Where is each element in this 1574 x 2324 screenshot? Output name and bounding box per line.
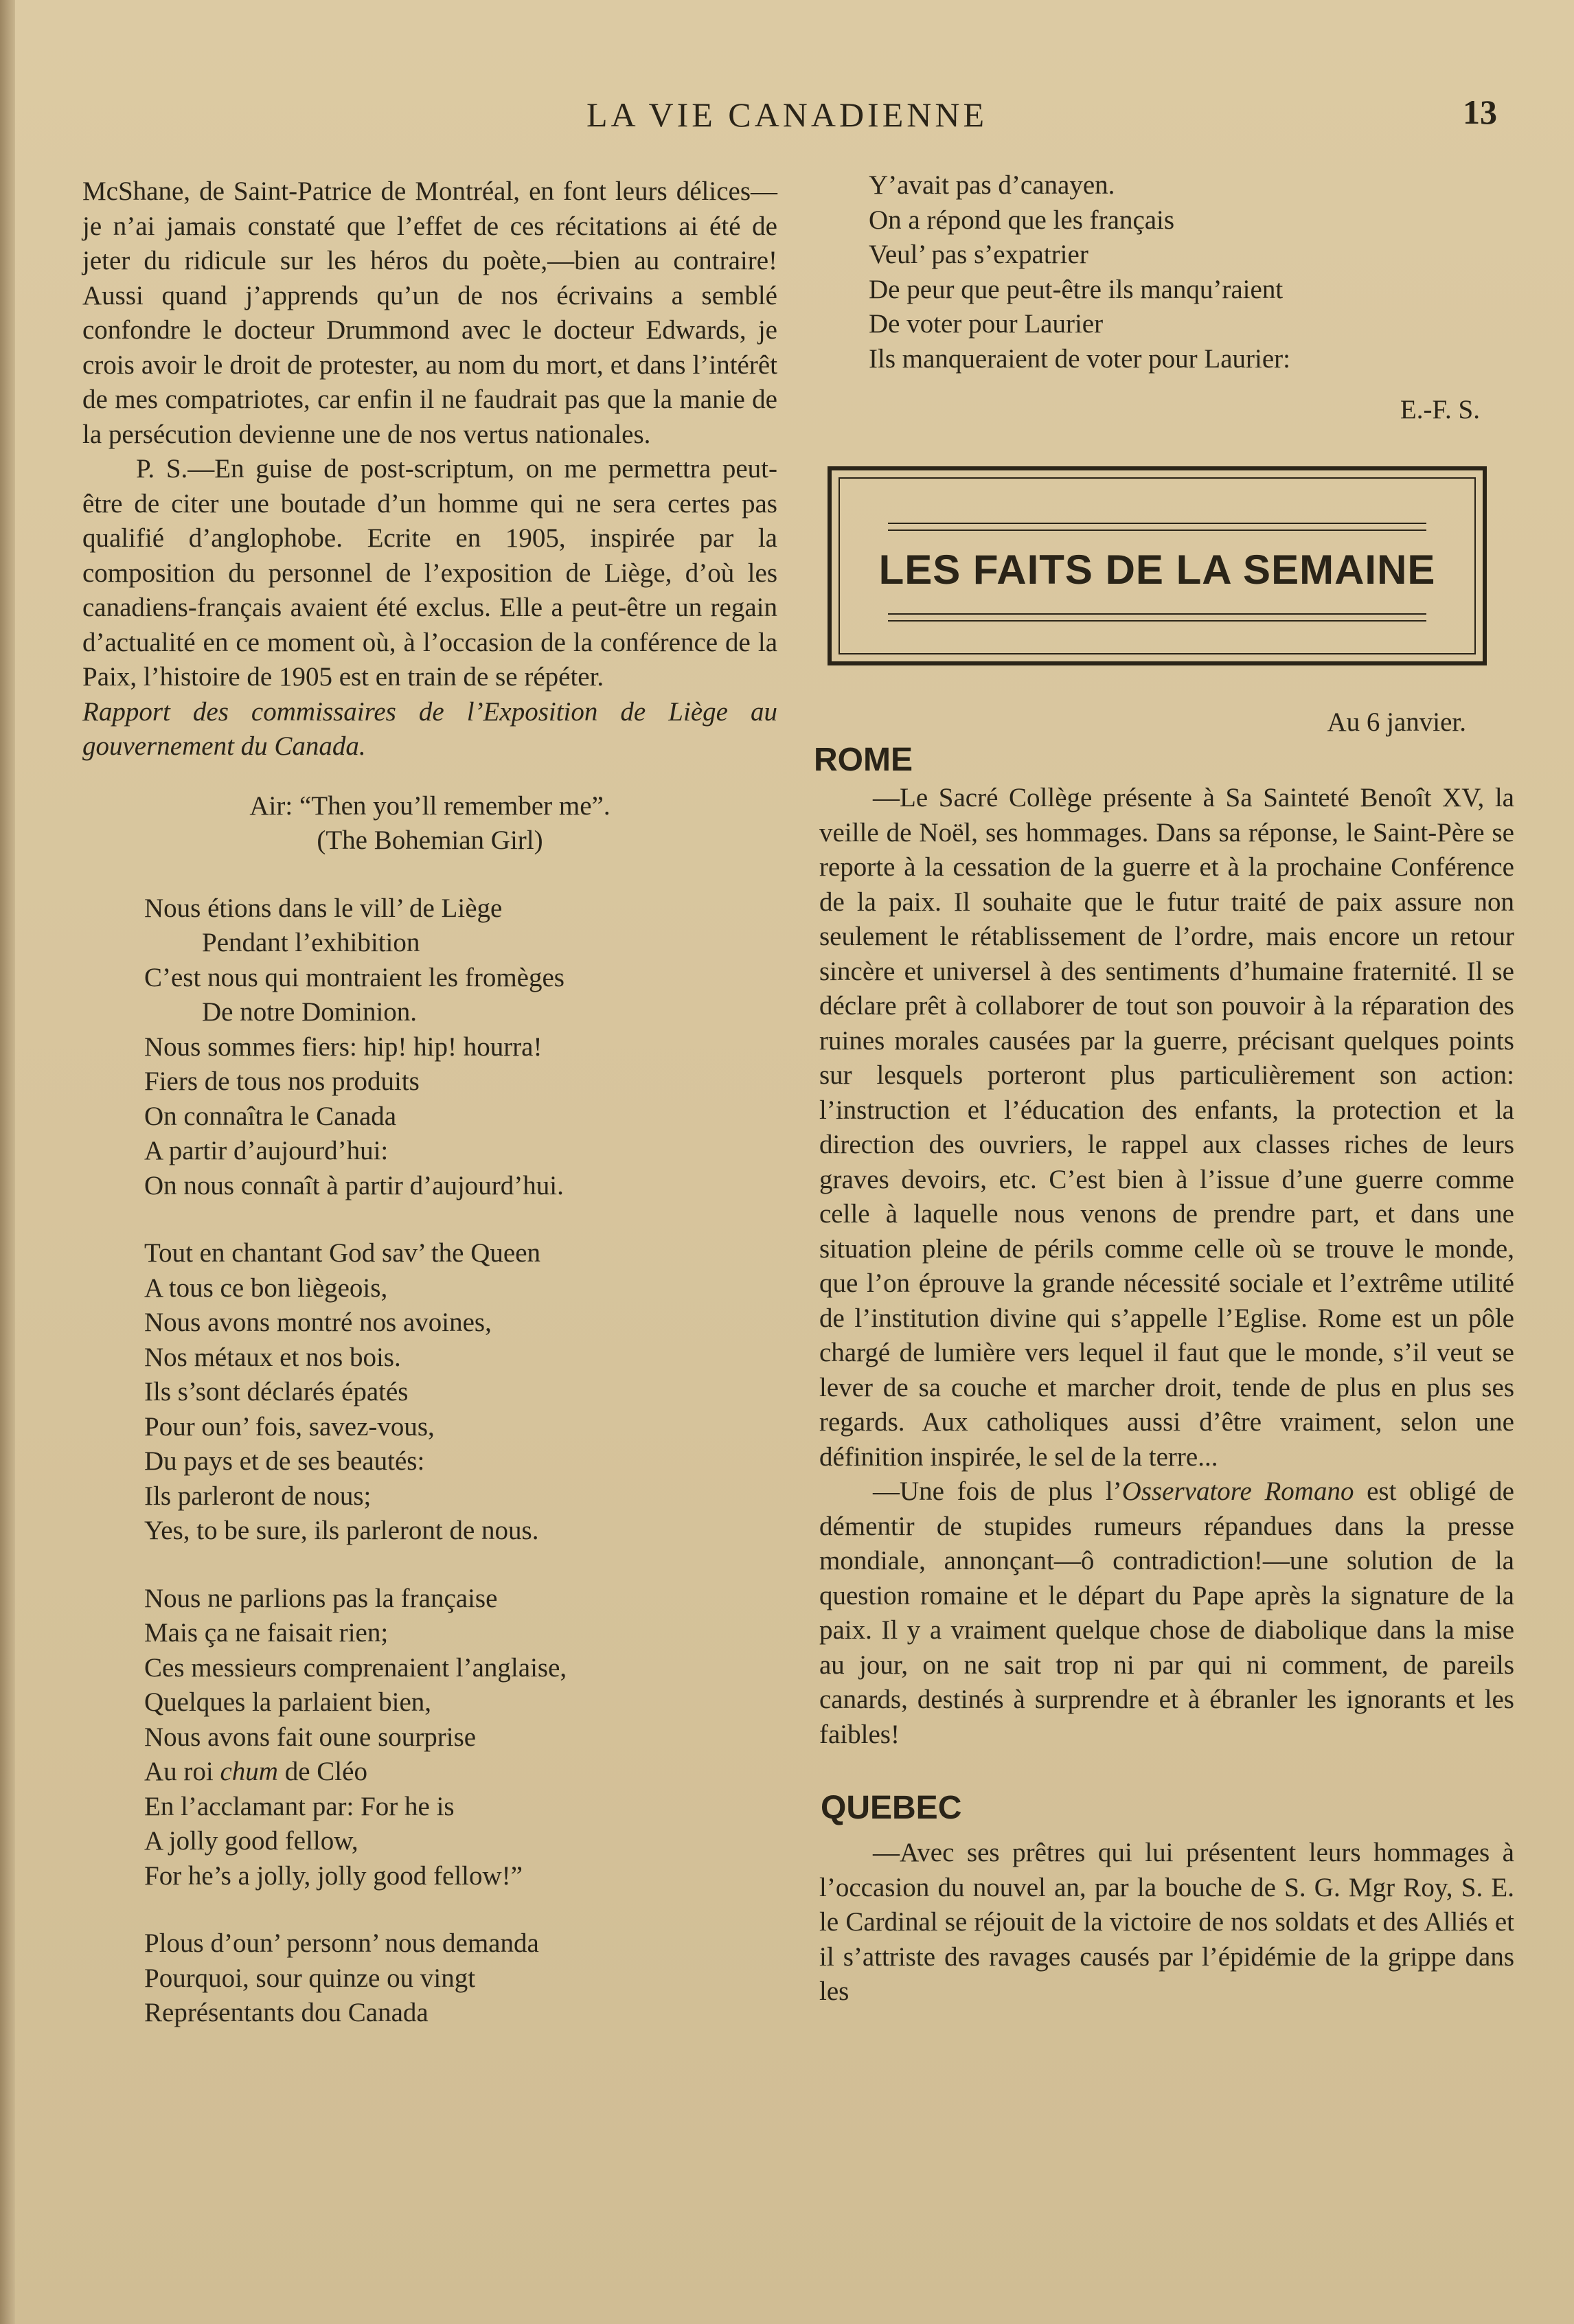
air-subline: (The Bohemian Girl) bbox=[317, 825, 543, 855]
page-binding-edge bbox=[0, 0, 15, 2324]
stanza-4 bbox=[82, 1926, 777, 2031]
stanza-3 bbox=[82, 1582, 777, 1894]
banner-rule-bottom bbox=[888, 613, 1426, 622]
verse-line: Nos métaux et nos bois. bbox=[144, 1342, 401, 1372]
intro-paragraph: McShane, de Saint-Patrice de Montréal, en font leurs délices—je n’ai jamais constaté que l’effet de ces récitations ai été de jeter du ridicule sur les héros du poète,—bien au contraire! Aussi quand j’apprends qu’un de nos écrivains a semblé confondre le docteur Drummond avec le docteur Edwards, je crois avoir le droit de protester, au nom du mort, et dans l’intérêt de mes compatriotes, car enfin il ne faudrait pas que la manie de la persécution devienne une de nos vertus nationales. bbox=[82, 176, 777, 449]
dateline: Au 6 janvier. bbox=[1327, 707, 1466, 737]
verse-line: Pourquoi, sour quinze ou vingt bbox=[144, 1963, 476, 1993]
verse-line: Quelques la parlaient bien, bbox=[144, 1687, 432, 1717]
verse-line: De notre Dominion. bbox=[202, 997, 418, 1027]
section-heading-quebec: QUEBEC bbox=[821, 1790, 962, 1826]
left-column bbox=[82, 174, 777, 2031]
poem-continuation bbox=[814, 168, 1514, 376]
verse-line: Représentants dou Canada bbox=[144, 1998, 429, 2027]
verse-line: For he’s a jolly, jolly good fellow!” bbox=[144, 1860, 523, 1891]
verse-line: A jolly good fellow, bbox=[144, 1826, 358, 1856]
verse-line: Nous avons montré nos avoines, bbox=[144, 1308, 492, 1337]
verse-line: A tous ce bon liègeois, bbox=[144, 1273, 388, 1303]
newspaper-title: Osservatore Romano bbox=[1121, 1477, 1354, 1506]
verse-line: Fiers de tous nos produits bbox=[144, 1067, 420, 1096]
verse-line: On a répond que les français bbox=[869, 205, 1175, 235]
rome-paragraph-1: —Le Sacré Collège présente à Sa Sainteté Benoît XV, la veille de Noël, ses hommages. Dans sa réponse, le Saint-Père se reporte à la cessation de la guerre et à la prochaine Conférence de la paix. Il souhaite que le futur traité de paix assure non seulement le rétablissement de l’ordre, mais encore un retour sincère et universel à des sentiments d’humaine fraternité. Il se déclare prêt à collaborer de tout son pouvoir à la réparation des ruines morales causées par la guerre, précisant quelques points sur lesquels porteront plus particulièrement son action: l’instruction et l’éducation des enfants, la protection et la direction des ouvriers, le rappel aux classes riches de leurs graves devoirs, etc. C’est bien à l’issue d’une guerre comme celle à laquelle nous venons de prendre part, et dans une situation pleine de périls comme celle où se trouve le monde, que l’on éprouve la grande nécessité sociale et l’extrême utilité de l’institution divine qui s’appelle l’Eglise. Rome est un pôle chargé de lumière vers lequel il faut que le monde, s’il veut se lever de sa couche et marcher droit, tende de plus en plus ses regards. Aux catholiques aussi d’être vraiment, selon une définition inspirée, le sel de la terre... bbox=[819, 783, 1514, 1472]
quebec-paragraph-1: —Avec ses prêtres qui lui présentent leurs hommages à l’occasion du nouvel an, par la bouche de S. G. Mgr Roy, S. E. le Cardinal se réjouit de la victoire de nos soldats et des Alliés et il s’attriste des ravages causés par l’épidémie de la grippe dans les bbox=[819, 1838, 1514, 2006]
banner-title: LES FAITS DE LA SEMAINE bbox=[878, 546, 1436, 593]
postscript-paragraph: P. S.—En guise de post-scriptum, on me permettra peut-être de citer une boutade d’un homme qui ne sera certes pas qualifié d’anglophobe. Ecrite en 1905, inspirée par la composition du personnel de l’exposition de Liège, d’où les canadiens-français avaient été exclus. Elle a peut-être un regain d’actualité en ce moment où, à l’occasion de la conférence de la Paix, l’histoire de 1905 est en train de se répéter. bbox=[82, 454, 777, 692]
stanza-1 bbox=[82, 891, 777, 1204]
section-heading-rome: ROME bbox=[814, 742, 913, 778]
paragraph-text: —Une fois de plus l’ bbox=[873, 1477, 1122, 1506]
verse-line: Pendant l’exhibition bbox=[202, 928, 420, 957]
verse-line: Veul’ pas s’expatrier bbox=[869, 240, 1088, 269]
paragraph-text: est obligé de démentir de stupides rumeurs répandues dans la presse mondiale, annonçant—ô contradiction!—une solution de la question romaine et le départ du Pape après la signature de la paix. Il y a vraiment quelque chose de diabolique dans la mise au jour, on ne sait trop ni par qui ni comment, de pareils canards, destinés à surprendre et à ébranler les ignorants et les faibles! bbox=[819, 1477, 1514, 1749]
signature: E.-F. S. bbox=[1400, 395, 1480, 424]
verse-line: Ces messieurs comprenaient l’anglaise, bbox=[144, 1652, 567, 1683]
air-line: Air: “Then you’ll remember me”. bbox=[249, 790, 611, 821]
quebec-section bbox=[814, 1836, 1514, 2009]
stanza-2 bbox=[82, 1236, 777, 1549]
verse-line: Pour oun’ fois, savez-vous, bbox=[144, 1411, 435, 1442]
verse-line bbox=[144, 1755, 777, 1790]
verse-line: De voter pour Laurier bbox=[869, 309, 1104, 339]
verse-line: Ils manqueraient de voter pour Laurier: bbox=[869, 343, 1291, 374]
verse-line: A partir d’aujourd’hui: bbox=[144, 1136, 389, 1165]
page-number: 13 bbox=[1463, 93, 1497, 131]
running-header: LA VIE CANADIENNE bbox=[586, 95, 988, 134]
verse-line: On nous connaît à partir d’aujourd’hui. bbox=[144, 1170, 564, 1200]
verse-line: Ils parleront de nous; bbox=[144, 1481, 372, 1511]
banner-inner-frame bbox=[839, 477, 1476, 654]
banner-rule-top bbox=[888, 523, 1426, 531]
verse-line: En l’acclamant par: For he is bbox=[144, 1791, 455, 1821]
verse-line: C’est nous qui montraient les fromèges bbox=[144, 962, 564, 992]
verse-italic: chum bbox=[220, 1757, 278, 1786]
verse-line: On connaîtra le Canada bbox=[144, 1101, 397, 1131]
verse-line: Yes, to be sure, ils parleront de nous. bbox=[144, 1516, 539, 1545]
verse-line: Tout en chantant God sav’ the Queen bbox=[144, 1238, 541, 1268]
verse-line: Plous d’oun’ personn’ nous demanda bbox=[144, 1928, 539, 1958]
verse-line: Mais ça ne faisait rien; bbox=[144, 1618, 389, 1648]
verse-line: Ils s’sont déclarés épatés bbox=[144, 1377, 409, 1406]
verse-text: de Cléo bbox=[277, 1757, 367, 1786]
rome-section bbox=[814, 781, 1514, 1752]
verse-text: Au roi bbox=[144, 1757, 220, 1786]
verse-line: Du pays et de ses beautés: bbox=[144, 1446, 425, 1476]
section-banner bbox=[828, 466, 1487, 665]
right-column bbox=[814, 168, 1514, 2009]
verse-line: Nous ne parlions pas la française bbox=[144, 1583, 498, 1613]
verse-line: Nous sommes fiers: hip! hip! hourra! bbox=[144, 1032, 543, 1062]
poem-title: Rapport des commissaires de l’Exposition de Liège au gouvernement du Canada. bbox=[82, 696, 777, 761]
verse-line: Nous étions dans le vill’ de Liège bbox=[144, 893, 503, 923]
verse-line: Nous avons fait oune sourprise bbox=[144, 1722, 477, 1752]
verse-line: De peur que peut-être ils manqu’raient bbox=[869, 274, 1284, 304]
poem-air bbox=[82, 789, 777, 858]
verse-line: Y’avait pas d’canayen. bbox=[869, 170, 1115, 200]
rome-paragraph-2 bbox=[819, 1474, 1514, 1752]
